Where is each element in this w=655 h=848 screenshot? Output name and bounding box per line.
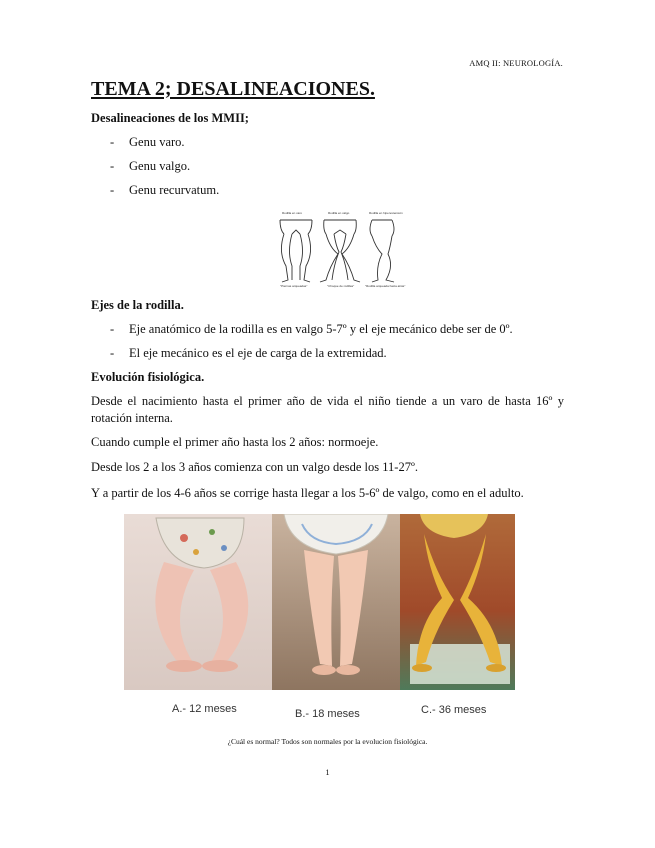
list-item [110, 322, 513, 337]
list-item [110, 346, 387, 361]
list-item [110, 183, 219, 198]
photo-36-months [400, 514, 515, 690]
paragraph: Desde los 2 a los 3 años comienza con un valgo desde los 11-27º. [91, 460, 418, 474]
running-head: AMQ II: NEUROLOGÍA. [469, 58, 563, 68]
figure-caption: "Choque de rodillas" [327, 284, 355, 288]
list-item-text: Genu valgo. [129, 159, 191, 173]
figure-label: Rodilla en valgo [328, 211, 350, 215]
photo-12-months [124, 514, 272, 690]
section-heading-desalineaciones: Desalineaciones de los MMII; [91, 111, 249, 125]
page-title: TEMA 2; DESALINEACIONES. [91, 78, 375, 100]
section-heading-evolucion: Evolución fisiológica. [91, 370, 205, 384]
genu-recurvatum-drawing [370, 220, 394, 282]
list-dash: - [110, 159, 115, 173]
list-dash: - [110, 346, 115, 360]
list-item-text: El eje mecánico es el eje de carga de la extremidad. [129, 346, 387, 360]
photo-label: B.- 18 meses [295, 708, 360, 720]
paragraph: Y a partir de los 4-6 años se corrige hasta llegar a los 5-6º de valgo, como en el adulto. [91, 486, 524, 500]
photo-label: A.- 12 meses [172, 703, 237, 715]
list-item-text: Eje anatómico de la rodilla es en valgo 5-7º y el eje mecánico debe ser de 0º. [129, 322, 513, 336]
section-heading-ejes: Ejes de la rodilla. [91, 298, 184, 312]
list-item-text: Genu recurvatum. [129, 183, 220, 197]
list-item [110, 159, 190, 174]
children-legs-photos [124, 514, 515, 690]
figure-label: Rodilla en varo [282, 211, 303, 215]
list-item-text: Genu varo. [129, 135, 185, 149]
list-dash: - [110, 135, 115, 149]
list-dash: - [110, 322, 115, 336]
paragraph: Desde el nacimiento hasta el primer año de vida el niño tiende a un varo de hasta 16º y rotación interna. [91, 394, 564, 425]
figure-caption-text: ¿Cuál es normal? Todos son normales por la evolucion fisiológica. [227, 737, 428, 746]
paragraph: Cuando cumple el primer año hasta los 2 años: normoeje. [91, 435, 379, 449]
list-item [110, 135, 185, 150]
figure-caption: "Piernas arqueadas" [280, 284, 308, 288]
leg-alignment-figure [272, 208, 406, 290]
figure-caption: "Rodilla arqueada hacia atrás" [365, 284, 406, 288]
photo-18-months [272, 514, 400, 690]
genu-varo-drawing [280, 220, 312, 282]
photo-label: C.- 36 meses [421, 704, 487, 716]
figure-label: Rodilla en hiperextensión [369, 211, 403, 215]
page-number: 1 [325, 767, 330, 777]
list-dash: - [110, 183, 115, 197]
genu-valgo-drawing [320, 220, 360, 282]
